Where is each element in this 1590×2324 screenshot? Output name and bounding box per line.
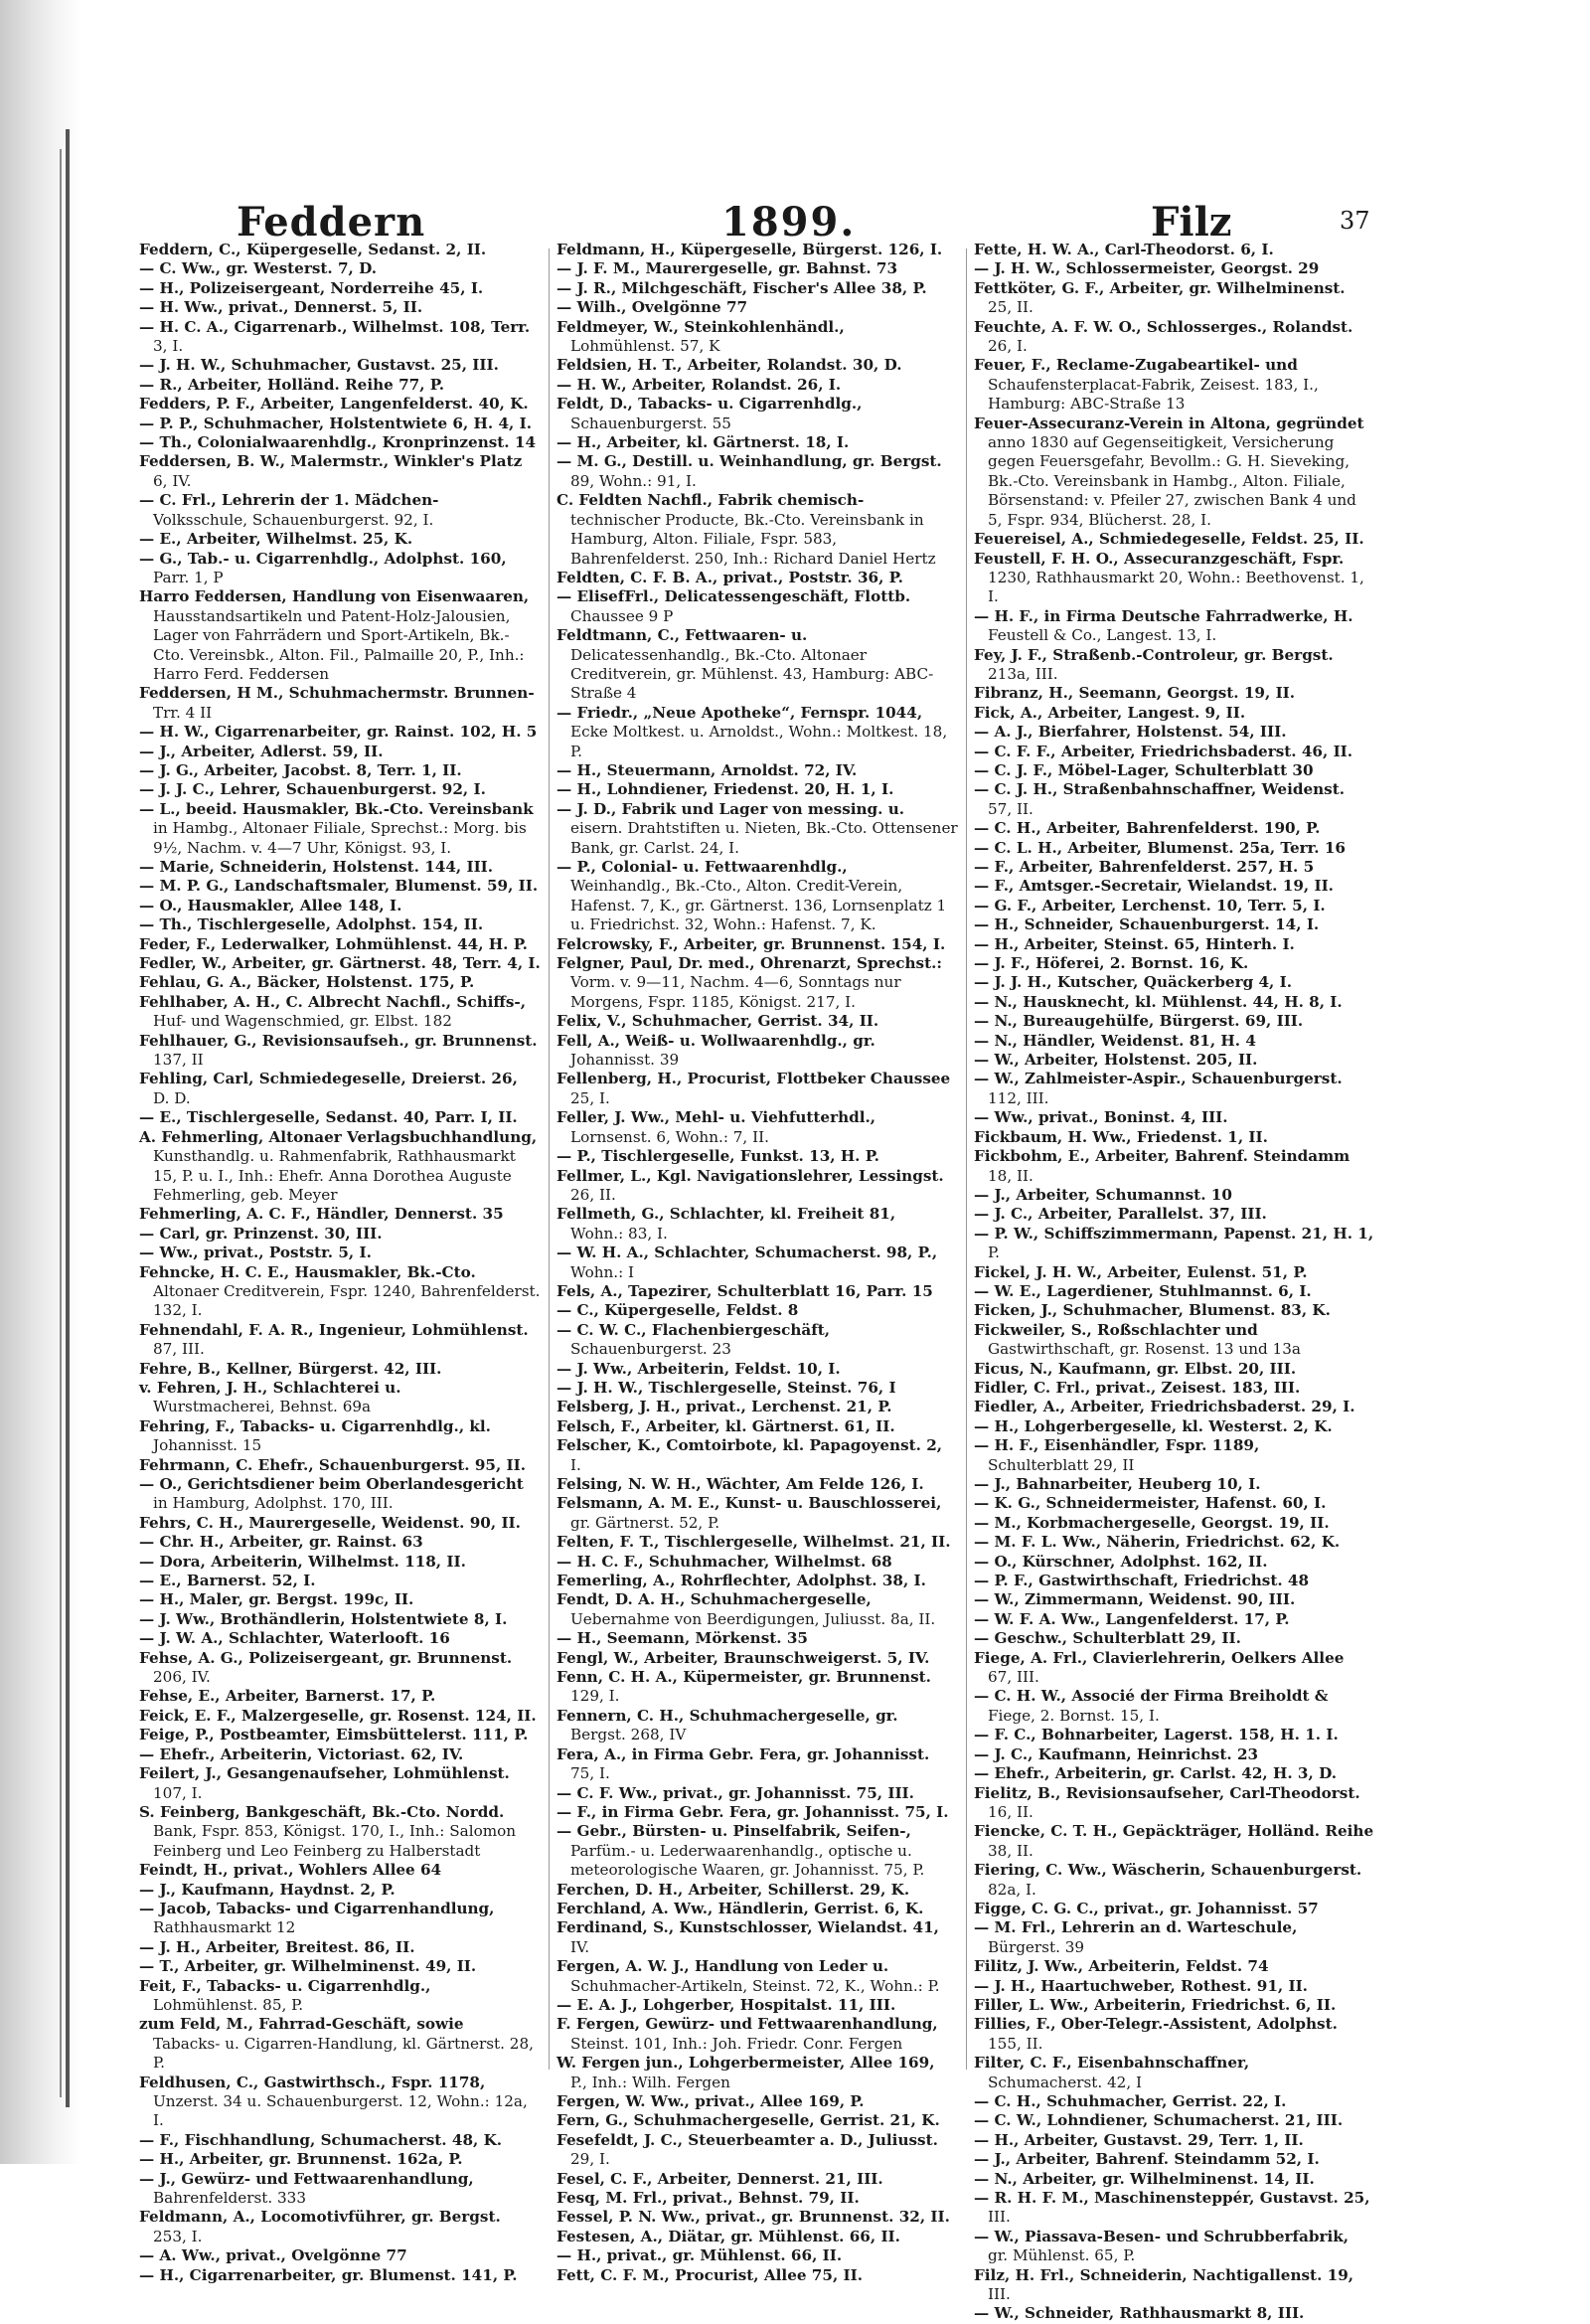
directory-entry: Fedders, P. F., Arbeiter, Langenfelderst. 40, K. [139,395,529,414]
directory-entry: — C. F. F., Arbeiter, Friedrichsbaderst. 46, II. [974,742,1353,760]
directory-entry: Fehse, A. G., Polizeisergeant, gr. Brunnenst. 206, IV. [139,1648,513,1687]
directory-entry: — N., Händler, Weidenst. 81, H. 4 [974,1031,1256,1050]
directory-entry: Feuereisel, A., Schmiedegeselle, Feldst. 25, II. [974,530,1364,549]
directory-entry: Felten, F. T., Tischlergeselle, Wilhelmst. 21, II. [556,1533,951,1552]
directory-entry: — W., Arbeiter, Holstenst. 205, II. [974,1051,1258,1070]
column-1 [139,241,541,2284]
directory-entry: Filter, C. F., Eisenbahnschaffner, Schumacherst. 42, I [974,2054,1250,2091]
directory-entry: — M. F. L. Ww., Näherin, Friedrichst. 62, K. [974,1533,1341,1552]
directory-entry: — O., Gerichtsdiener beim Oberlandesgericht in Hamburg, Adolphst. 170, III. [139,1475,524,1513]
directory-entry: Feldmann, H., Küpergeselle, Bürgerst. 126, I. [556,241,943,258]
directory-entry: — J. R., Milchgeschäft, Fischer's Allee 38, P. [556,278,927,297]
directory-entry: — Ehefr., Arbeiterin, Victoriast. 62, IV. [139,1744,464,1763]
directory-entry: — F., in Firma Gebr. Fera, gr. Johannisst. 75, I. [556,1802,949,1821]
directory-entry: Felgner, Paul, Dr. med., Ohrenarzt, Sprechst.: Vorm. v. 9—11, Nachm. 4—6, Sonntags nur Morgens, Fspr. 1185, Königst. 217, I. [556,954,943,1011]
directory-entry: Fickel, J. H. W., Arbeiter, Eulenst. 51, P. [974,1262,1308,1281]
directory-entry: — J. H., Haartuchweber, Rothest. 91, II. [974,1976,1308,1995]
directory-entry: — W., Piassava-Besen- und Schrubberfabrik, gr. Mühlenst. 65, P. [974,2227,1350,2265]
directory-entry: Feuer-Assecuranz-Verein in Altona, gegründet anno 1830 auf Gegenseitigkeit, Versicherung gegen Feuersgefahr, Bevollm.: G. H. Sieveking, Bk.-Cto. Vereinsbank in Hambg., Alton. Filiale, Börsenstand: v. Pfeiler 27, zwischen Bank 4 und 5, Fspr. 934, Blücherst. 28, I. [974,414,1364,529]
column-divider [549,249,550,2070]
directory-entry: Fett, C. F. M., Procurist, Allee 75, II. [556,2265,864,2284]
directory-entry: — C. L. H., Arbeiter, Blumenst. 25a, Terr. 16 [974,838,1346,857]
directory-entry: Felix, V., Schuhmacher, Gerrist. 34, II. [556,1012,879,1031]
directory-entry: Fick, A., Arbeiter, Langest. 9, II. [974,703,1246,722]
directory-entry: — Marie, Schneiderin, Holstenst. 144, III. [139,858,494,876]
directory-entry: — H., Steuermann, Arnoldst. 72, IV. [556,760,858,779]
directory-entry: — W. H. A., Schlachter, Schumacherst. 98, P., Wohn.: I [556,1244,938,1281]
directory-entry: — H., Seemann, Mörkenst. 35 [556,1629,808,1648]
directory-entry: — P. W., Schiffszimmermann, Papenst. 21, H. 1, P. [974,1224,1374,1262]
directory-entry: — K. G., Schneidermeister, Hafenst. 60, I. [974,1494,1327,1513]
directory-entry: — L., beeid. Hausmakler, Bk.-Cto. Vereinsbank in Hambg., Altonaer Filiale, Sprechst.: Morg. bis 9½, Nachm. v. 4—7 Uhr, Königst. 93, I. [139,799,534,857]
directory-entry: — J. C., Kaufmann, Heinrichst. 23 [974,1744,1259,1763]
directory-entry: Fiencke, C. T. H., Gepäckträger, Holländ. Reihe 38, II. [974,1822,1374,1860]
directory-entry: Feddern, C., Küpergeselle, Sedanst. 2, II. [139,241,487,258]
directory-entry: Fell, A., Weiß- u. Wollwaarenhdlg., gr. Johannisst. 39 [556,1031,875,1070]
directory-entry: Fiering, C. Ww., Wäscherin, Schauenburgerst. 82a, I. [974,1861,1362,1899]
directory-entry: Fesq, M. Frl., privat., Behnst. 79, II. [556,2189,860,2208]
directory-entry: — J. Ww., Brothändlerin, Holstentwiete 8, I. [139,1609,508,1628]
directory-entry: — F., Fischhandlung, Schumacherst. 48, K. [139,2130,503,2149]
directory-entry: — H., Arbeiter, Steinst. 65, Hinterh. I. [974,934,1295,953]
directory-entry: — Jacob, Tabacks- und Cigarrenhandlung, Rathhausmarkt 12 [139,1899,495,1937]
directory-entry: Felsberg, J. H., privat., Lerchenst. 21, P. [556,1398,892,1416]
directory-entry: zum Feld, M., Fahrrad-Geschäft, sowie Tabacks- u. Cigarren-Handlung, kl. Gärtnerst. 28, P. [139,2015,534,2073]
directory-entry: — J., Arbeiter, Schumannst. 10 [974,1185,1232,1204]
directory-entry: Feit, F., Tabacks- u. Cigarrenhdlg., Lohmühlenst. 85, P. [139,1976,431,2014]
directory-entry: Fengl, W., Arbeiter, Braunschweigerst. 5, IV. [556,1648,930,1667]
directory-entry: Fidler, C. Frl., privat., Zeisest. 183, III. [974,1378,1301,1397]
directory-entry: Fickbaum, H. Ww., Friedenst. 1, II. [974,1127,1268,1146]
directory-entry: — O., Hausmakler, Allee 148, I. [139,896,402,914]
directory-entry: Fiedler, A., Arbeiter, Friedrichsbaderst. 29, I. [974,1398,1355,1416]
directory-entry: Figge, C. G. C., privat., gr. Johannisst. 57 [974,1899,1319,1917]
directory-entry: Femerling, A., Rohrflechter, Adolphst. 38, I. [556,1572,926,1590]
directory-entry: Fehre, B., Kellner, Bürgerst. 42, III. [139,1359,442,1378]
directory-entry: — J. H. W., Schlossermeister, Georgst. 29 [974,259,1320,278]
directory-entry: — C. W., Lohndiener, Schumacherst. 21, III. [974,2111,1344,2130]
directory-entry: — H., Cigarrenarbeiter, gr. Blumenst. 141, P. [139,2265,518,2284]
directory-entry: Fette, H. W. A., Carl-Theodorst. 6, I. [974,241,1274,258]
directory-entry: Fehlhauer, G., Revisionsaufseh., gr. Brunnenst. 137, II [139,1031,538,1070]
directory-entry: Fergen, W. Ww., privat., Allee 169, P. [556,2092,865,2110]
directory-entry: — W. E., Lagerdiener, Stuhlmannst. 6, I. [974,1281,1312,1300]
directory-entry: — H. C. F., Schuhmacher, Wilhelmst. 68 [556,1552,892,1571]
directory-entry: — Friedr., „Neue Apotheke“, Fernspr. 1044, Ecke Moltkest. u. Arnoldst., Wohn.: Moltkest. 18, P. [556,703,948,760]
directory-entry: — J. H. W., Tischlergeselle, Steinst. 76, I [556,1378,896,1397]
directory-entry: Fendt, D. A. H., Schuhmachergeselle, Uebernahme von Beerdigungen, Juliusst. 8a, II. [556,1590,936,1628]
directory-entry: Fels, A., Tapezirer, Schulterblatt 16, Parr. 15 [556,1281,933,1300]
column-3 [974,241,1375,2323]
directory-entry: — M. Frl., Lehrerin an d. Warteschule, Bürgerst. 39 [974,1918,1298,1956]
header-year: 1899. [721,199,857,246]
directory-entry: — Th., Colonialwaarenhdlg., Kronprinzenst. 14 [139,433,537,452]
directory-columns [139,241,1374,2323]
directory-entry: — J. H., Arbeiter, Breitest. 86, II. [139,1937,415,1956]
directory-entry: Feldmann, A., Locomotivführer, gr. Bergst. 253, I. [139,2208,501,2245]
directory-entry: — Carl, gr. Prinzenst. 30, III. [139,1224,383,1243]
directory-entry: — F., Arbeiter, Bahrenfelderst. 257, H. 5 [974,858,1315,876]
directory-entry: Fehling, Carl, Schmiedegeselle, Dreierst. 26, D. D. [139,1070,518,1107]
directory-entry: Feldtmann, C., Fettwaaren- u. Delicatessenhandlg., Bk.-Cto. Altonaer Creditverein, gr. Mühlenst. 43, Hamburg: ABC-Straße 4 [556,626,934,703]
directory-entry: Feldt, D., Tabacks- u. Cigarrenhdlg., Schauenburgerst. 55 [556,395,863,432]
directory-entry: — N., Bureaugehülfe, Bürgerst. 69, III. [974,1012,1304,1031]
directory-entry: — Chr. H., Arbeiter, gr. Rainst. 63 [139,1533,423,1552]
directory-entry: — H. C. A., Cigarrenarb., Wilhelmst. 108, Terr. 3, I. [139,317,531,356]
directory-entry: — W. F. A. Ww., Langenfelderst. 17, P. [974,1609,1290,1628]
directory-entry: Fey, J. F., Straßenb.-Controleur, gr. Bergst. 213a, III. [974,645,1334,683]
directory-entry: Feller, J. Ww., Mehl- u. Viehfutterhdl., Lornsenst. 6, Wohn.: 7, II. [556,1108,876,1146]
directory-entry: Ferdinand, S., Kunstschlosser, Wielandst. 41, IV. [556,1918,939,1956]
directory-entry: Fibranz, H., Seemann, Georgst. 19, II. [974,684,1296,703]
directory-entry: — P. P., Schuhmacher, Holstentwiete 6, H. 4, I. [139,414,533,432]
directory-entry: — H., Arbeiter, gr. Brunnenst. 162a, P. [139,2150,463,2169]
directory-entry: Felsmann, A. M. E., Kunst- u. Bauschlosserei, gr. Gärtnerst. 52, P. [556,1494,942,1532]
directory-entry: — W., Schneider, Rathhausmarkt 8, III. [974,2304,1305,2323]
directory-entry: Fickweiler, S., Roßschlachter und Gastwirthschaft, gr. Rosenst. 13 und 13a [974,1320,1301,1359]
directory-entry: Fehncke, H. C. E., Hausmakler, Bk.-Cto. Altonaer Creditverein, Fspr. 1240, Bahrenfelderst. 132, I. [139,1262,541,1320]
directory-entry: S. Feinberg, Bankgeschäft, Bk.-Cto. Nordd. Bank, Fspr. 853, Königst. 170, I., Inh.: Salomon Feinberg und Leo Feinberg zu Halberstadt [139,1802,517,1860]
directory-entry: Harro Feddersen, Handlung von Eisenwaaren, Hausstandsartikeln und Patent-Holz-Jalousien, Lager von Fahrrädern und Sport-Artikeln, Bk.-Cto. Vereinsbk., Alton. Fil., Palmaille 20, P., Inh.: Harro Ferd. Feddersen [139,587,530,683]
directory-entry: Fickbohm, E., Arbeiter, Bahrenf. Steindamm 18, II. [974,1147,1351,1185]
directory-entry: — E. A. J., Lohgerber, Hospitalst. 11, III. [556,1995,896,2014]
directory-entry: — H., Polizeisergeant, Norderreihe 45, I. [139,278,484,297]
directory-entry: Filz, H. Frl., Schneiderin, Nachtigallenst. 19, III. [974,2265,1354,2304]
directory-entry: Filitz, J. Ww., Arbeiterin, Feldst. 74 [974,1957,1269,1976]
directory-entry: Fehse, E., Arbeiter, Barnerst. 17, P. [139,1687,436,1706]
directory-entry: — ElisefFrl., Delicatessengeschäft, Flottb. Chaussee 9 P [556,587,911,625]
directory-entry: Felsing, N. W. H., Wächter, Am Felde 126, I. [556,1475,924,1493]
directory-entry: — J. Ww., Arbeiterin, Feldst. 10, I. [556,1359,841,1378]
directory-entry: — G. F., Arbeiter, Lerchenst. 10, Terr. 5, I. [974,896,1326,914]
directory-entry: — F. C., Bohnarbeiter, Lagerst. 158, H. 1. I. [974,1726,1339,1744]
directory-entry: — C. J. H., Straßenbahnschaffner, Weidenst. 57, II. [974,780,1346,818]
directory-entry: — H. Ww., privat., Dennerst. 5, II. [139,298,423,317]
directory-entry: — P., Tischlergeselle, Funkst. 13, H. P. [556,1147,879,1166]
directory-entry: — M. G., Destill. u. Weinhandlung, gr. Bergst. 89, Wohn.: 91, I. [556,452,942,490]
directory-entry: Ficken, J., Schuhmacher, Blumenst. 83, K. [974,1301,1331,1320]
directory-entry: Feddersen, B. W., Malermstr., Winkler's Platz 6, IV. [139,452,523,490]
column-divider [966,249,967,2070]
directory-entry: Felscher, K., Comtoirbote, kl. Papagoyenst. 2, I. [556,1436,943,1474]
directory-entry: — H. F., in Firma Deutsche Fahrradwerke, H. Feustell & Co., Langest. 13, I. [974,606,1353,645]
directory-entry: Felcrowsky, F., Arbeiter, gr. Brunnenst. 154, I. [556,934,946,953]
directory-entry: Fennern, C. H., Schuhmachergeselle, gr. Bergst. 268, IV [556,1706,898,1744]
directory-entry: — Ehefr., Arbeiterin, gr. Carlst. 42, H. 3, D. [974,1764,1337,1783]
directory-entry: Festesen, A., Diätar, gr. Mühlenst. 66, II. [556,2227,900,2245]
header-left-catchword: Feddern [237,199,426,246]
directory-entry: — J., Arbeiter, Bahrenf. Steindamm 52, I. [974,2150,1320,2169]
directory-entry: — F., Amtsger.-Secretair, Wielandst. 19, II. [974,877,1334,896]
directory-entry: Fehlau, G. A., Bäcker, Holstenst. 175, P. [139,973,475,992]
directory-entry: Fellmer, L., Kgl. Navigationslehrer, Lessingst. 26, II. [556,1166,944,1204]
directory-entry: — Th., Tischlergeselle, Adolphst. 154, II. [139,915,484,934]
directory-entry: Feldten, C. F. B. A., privat., Poststr. 36, P. [556,568,903,586]
directory-entry: — C. Frl., Lehrerin der 1. Mädchen-Volksschule, Schauenburgerst. 92, I. [139,491,439,529]
directory-entry: — H. W., Arbeiter, Rolandst. 26, I. [556,375,842,394]
directory-entry: Fern, G., Schuhmachergeselle, Gerrist. 21, K. [556,2111,940,2130]
directory-entry: — W., Zimmermann, Weidenst. 90, III. [974,1590,1296,1609]
directory-entry: — T., Arbeiter, gr. Wilhelminenst. 49, II. [139,1957,477,1976]
directory-entry: — J. W. A., Schlachter, Waterlooft. 16 [139,1629,450,1648]
directory-entry: — H., Maler, gr. Bergst. 199c, II. [139,1590,414,1609]
directory-entry: Feldhusen, C., Gastwirthsch., Fspr. 1178, Unzerst. 34 u. Schauenburgerst. 12, Wohn.: 12a, I. [139,2073,528,2130]
directory-entry: — C. H., Schuhmacher, Gerrist. 22, I. [974,2092,1287,2110]
directory-entry: Felsch, F., Arbeiter, kl. Gärtnerst. 61, II. [556,1416,895,1435]
directory-entry: — Gebr., Bürsten- u. Pinselfabrik, Seifen-, Parfüm.- u. Lederwaarenhandlg., optische u. meteorologische Waaren, gr. Johannisst. 75, P. [556,1822,925,1880]
directory-entry: — E., Arbeiter, Wilhelmst. 25, K. [139,530,413,549]
directory-entry: Feuer, F., Reclame-Zugabeartikel- und Schaufensterplacat-Fabrik, Zeisest. 183, I., Hamburg: ABC-Straße 13 [974,356,1319,414]
directory-entry: Feustell, F. H. O., Assecuranzgeschäft, Fspr. 1230, Rathhausmarkt 20, Wohn.: Beethovenst. 1, I. [974,549,1364,606]
directory-entry: — C. H. W., Associé der Firma Breiholdt & Fiege, 2. Bornst. 15, I. [974,1687,1329,1725]
directory-entry: Fesel, C. F., Arbeiter, Dennerst. 21, III. [556,2169,883,2188]
directory-entry: Fellenberg, H., Procurist, Flottbeker Chaussee 25, I. [556,1070,951,1107]
directory-entry: — J. J. H., Kutscher, Quäckerberg 4, I. [974,973,1293,992]
directory-entry: — G., Tab.- u. Cigarrenhdlg., Adolphst. 160, Parr. 1, P [139,549,507,586]
directory-entry: — M., Korbmachergeselle, Georgst. 19, II. [974,1513,1330,1532]
directory-entry: — J., Kaufmann, Haydnst. 2, P. [139,1880,396,1899]
directory-entry: Feddersen, H M., Schuhmachermstr. Brunnen-Trr. 4 II [139,684,535,722]
directory-entry: — J. H. W., Schuhmacher, Gustavst. 25, III. [139,356,499,375]
directory-entry: — E., Tischlergeselle, Sedanst. 40, Parr. I, II. [139,1108,518,1127]
directory-entry: — H., privat., gr. Mühlenst. 66, II. [556,2246,843,2265]
directory-entry: — O., Kürschner, Adolphst. 162, II. [974,1552,1268,1571]
directory-entry: Feilert, J., Gesangenaufseher, Lohmühlenst. 107, I. [139,1764,510,1802]
directory-entry: — C. H., Arbeiter, Bahrenfelderst. 190, P. [974,819,1321,838]
directory-entry: Fehrs, C. H., Maurergeselle, Weidenst. 90, II. [139,1513,521,1532]
directory-entry: Fesefeldt, J. C., Steuerbeamter a. D., Juliusst. 29, I. [556,2130,938,2169]
directory-entry: Fera, A., in Firma Gebr. Fera, gr. Johannisst. 75, I. [556,1744,930,1783]
directory-entry: Feldmeyer, W., Steinkohlenhändl., Lohmühlenst. 57, K [556,317,845,356]
directory-entry: Fenn, C. H. A., Küpermeister, gr. Brunnenst. 129, I. [556,1668,931,1706]
page-gutter-line [66,129,70,2107]
directory-entry: Feldsien, H. T., Arbeiter, Rolandst. 30, D. [556,356,902,375]
directory-entry: — W., Zahlmeister-Aspir., Schauenburgerst. 112, III. [974,1070,1343,1107]
directory-entry: — A. J., Bierfahrer, Holstenst. 54, III. [974,723,1287,742]
directory-entry: Feick, E. F., Malzergeselle, gr. Rosenst. 124, II. [139,1706,537,1725]
directory-entry: — N., Hausknecht, kl. Mühlenst. 44, H. 8, I. [974,992,1343,1011]
directory-entry: — E., Barnerst. 52, I. [139,1572,316,1590]
directory-entry: — H. W., Cigarrenarbeiter, gr. Rainst. 102, H. 5 [139,723,538,742]
directory-entry: — P. F., Gastwirthschaft, Friedrichst. 48 [974,1572,1310,1590]
directory-entry: A. Fehmerling, Altonaer Verlagsbuchhandlung, Kunsthandlg. u. Rahmenfabrik, Rathhausmarkt 15, P. u. I., Inh.: Ehefr. Anna Dorothea Auguste Fehmerling, geb. Meyer [139,1127,538,1204]
directory-entry: — R. H. F. M., Maschinensteppér, Gustavst. 25, III. [974,2189,1370,2227]
column-2 [556,241,958,2284]
directory-entry: Ferchland, A. Ww., Händlerin, Gerrist. 6, K. [556,1899,924,1917]
directory-entry: — J., Gewürz- und Fettwaarenhandlung, Bahrenfelderst. 333 [139,2169,474,2208]
directory-entry: Fehrmann, C. Ehefr., Schauenburgerst. 95, II. [139,1455,527,1474]
directory-entry: — M. P. G., Landschaftsmaler, Blumenst. 59, II. [139,877,539,896]
directory-entry: — Geschw., Schulterblatt 29, II. [974,1629,1241,1648]
directory-entry: Feuchte, A. F. W. O., Schlosserges., Rolandst. 26, I. [974,317,1353,356]
directory-entry: Feige, P., Postbeamter, Eimsbüttelerst. 111, P. [139,1726,529,1744]
directory-entry: — J. J. C., Lehrer, Schauenburgerst. 92, I. [139,780,486,799]
directory-entry: — P., Colonial- u. Fettwaarenhdlg., Weinhandlg., Bk.-Cto., Alton. Credit-Verein, Hafenst. 7, K., gr. Gärtnerst. 136, Lornsenplatz 1 u. Friedrichst. 32, Wohn.: Hafenst. 7, K. [556,858,947,934]
directory-entry: — N., Arbeiter, gr. Wilhelminenst. 14, II. [974,2169,1315,2188]
directory-entry: v. Fehren, J. H., Schlachterei u. Wurstmacherei, Behnst. 69a [139,1378,401,1416]
page-edge-line [60,149,62,2097]
directory-entry: Fettköter, G. F., Arbeiter, gr. Wilhelminenst. 25, II. [974,278,1346,317]
directory-entry: — C. Ww., gr. Westerst. 7, D. [139,259,378,278]
directory-entry: — J. F. M., Maurergeselle, gr. Bahnst. 73 [556,259,898,278]
directory-entry: — Wilh., Ovelgönne 77 [556,298,748,317]
directory-entry: Fessel, P. N. Ww., privat., gr. Brunnenst. 32, II. [556,2208,950,2227]
directory-entry: — Ww., privat., Boninst. 4, III. [974,1108,1228,1127]
directory-entry: — J. D., Fabrik und Lager von messing. u. eisern. Drahtstiften u. Nieten, Bk.-Cto. Ottensener Bank, gr. Carlst. 24, I. [556,799,958,857]
directory-entry: Ferchen, D. H., Arbeiter, Schillerst. 29, K. [556,1880,910,1899]
directory-entry: Fehring, F., Tabacks- u. Cigarrenhdlg., kl. Johannisst. 15 [139,1416,491,1455]
directory-entry: Filler, L. Ww., Arbeiterin, Friedrichst. 6, II. [974,1995,1337,2014]
directory-entry: — J., Bahnarbeiter, Heuberg 10, I. [974,1475,1261,1493]
directory-entry: Fiege, A. Frl., Clavierlehrerin, Oelkers Allee 67, III. [974,1648,1345,1687]
directory-entry: — A. Ww., privat., Ovelgönne 77 [139,2246,407,2265]
directory-entry: — C. J. F., Möbel-Lager, Schulterblatt 30 [974,760,1314,779]
directory-entry: — R., Arbeiter, Holländ. Reihe 77, P. [139,375,444,394]
directory-entry: Fehnendahl, F. A. R., Ingenieur, Lohmühlenst. 87, III. [139,1320,529,1359]
directory-entry: — H. F., Eisenhändler, Fspr. 1189, Schulterblatt 29, II [974,1436,1260,1474]
directory-entry: Feindt, H., privat., Wohlers Allee 64 [139,1861,442,1880]
directory-entry: Fehmerling, A. C. F., Händler, Dennerst. 35 [139,1205,504,1224]
directory-entry: Feder, F., Lederwalker, Lohmühlenst. 44, H. P. [139,934,528,953]
directory-entry: Fellmeth, G., Schlachter, kl. Freiheit 81, Wohn.: 83, I. [556,1205,896,1243]
directory-entry: — H., Schneider, Schauenburgerst. 14, I. [974,915,1320,934]
directory-entry: Fillies, F., Ober-Telegr.-Assistent, Adolphst. 155, II. [974,2015,1338,2053]
directory-entry: W. Fergen jun., Lohgerbermeister, Allee 169, P., Inh.: Wilh. Fergen [556,2054,935,2091]
page-number: 37 [1340,207,1370,235]
directory-entry: C. Feldten Nachfl., Fabrik chemisch-technischer Producte, Bk.-Cto. Vereinsbank in Hamburg, Alton. Filiale, Fspr. 583, Bahrenfelderst. 250, Inh.: Richard Daniel Hertz [556,491,936,568]
directory-entry: — H., Arbeiter, kl. Gärtnerst. 18, I. [556,433,850,452]
directory-entry: — C. F. Ww., privat., gr. Johannisst. 75, III. [556,1783,914,1802]
directory-entry: — C., Küpergeselle, Feldst. 8 [556,1301,799,1320]
directory-entry: Fehlhaber, A. H., C. Albrecht Nachfl., Schiffs-, Huf- und Wagenschmied, gr. Elbst. 182 [139,992,527,1031]
directory-entry: — Dora, Arbeiterin, Wilhelmst. 118, II. [139,1552,466,1571]
directory-entry: Fergen, A. W. J., Handlung von Leder u. Schuhmacher-Artikeln, Steinst. 72, K., Wohn.: P. [556,1957,940,1995]
directory-entry: — J. G., Arbeiter, Jacobst. 8, Terr. 1, II. [139,760,462,779]
directory-entry: — H., Arbeiter, Gustavst. 29, Terr. 1, II. [974,2130,1304,2149]
directory-entry: — J. C., Arbeiter, Parallelst. 37, III. [974,1205,1267,1224]
directory-entry: — H., Lohndiener, Friedenst. 20, H. 1, I. [556,780,894,799]
directory-entry: — H., Lohgerbergeselle, kl. Westerst. 2, K. [974,1416,1333,1435]
directory-entry: Ficus, N., Kaufmann, gr. Elbst. 20, III. [974,1359,1297,1378]
directory-entry: Fielitz, B., Revisionsaufseher, Carl-Theodorst. 16, II. [974,1783,1360,1821]
directory-entry: — Ww., privat., Poststr. 5, I. [139,1244,372,1262]
directory-entry: — J. F., Höferei, 2. Bornst. 16, K. [974,954,1249,973]
header-right-catchword: Filz [1151,199,1232,246]
directory-entry: Fedler, W., Arbeiter, gr. Gärtnerst. 48, Terr. 4, I. [139,954,541,973]
directory-entry: — C. W. C., Flachenbiergeschäft, Schauenburgerst. 23 [556,1320,831,1359]
directory-entry: — J., Arbeiter, Adlerst. 59, II. [139,742,384,760]
directory-entry: F. Fergen, Gewürz- und Fettwaarenhandlung, Steinst. 101, Inh.: Joh. Friedr. Conr. Fergen [556,2015,938,2053]
